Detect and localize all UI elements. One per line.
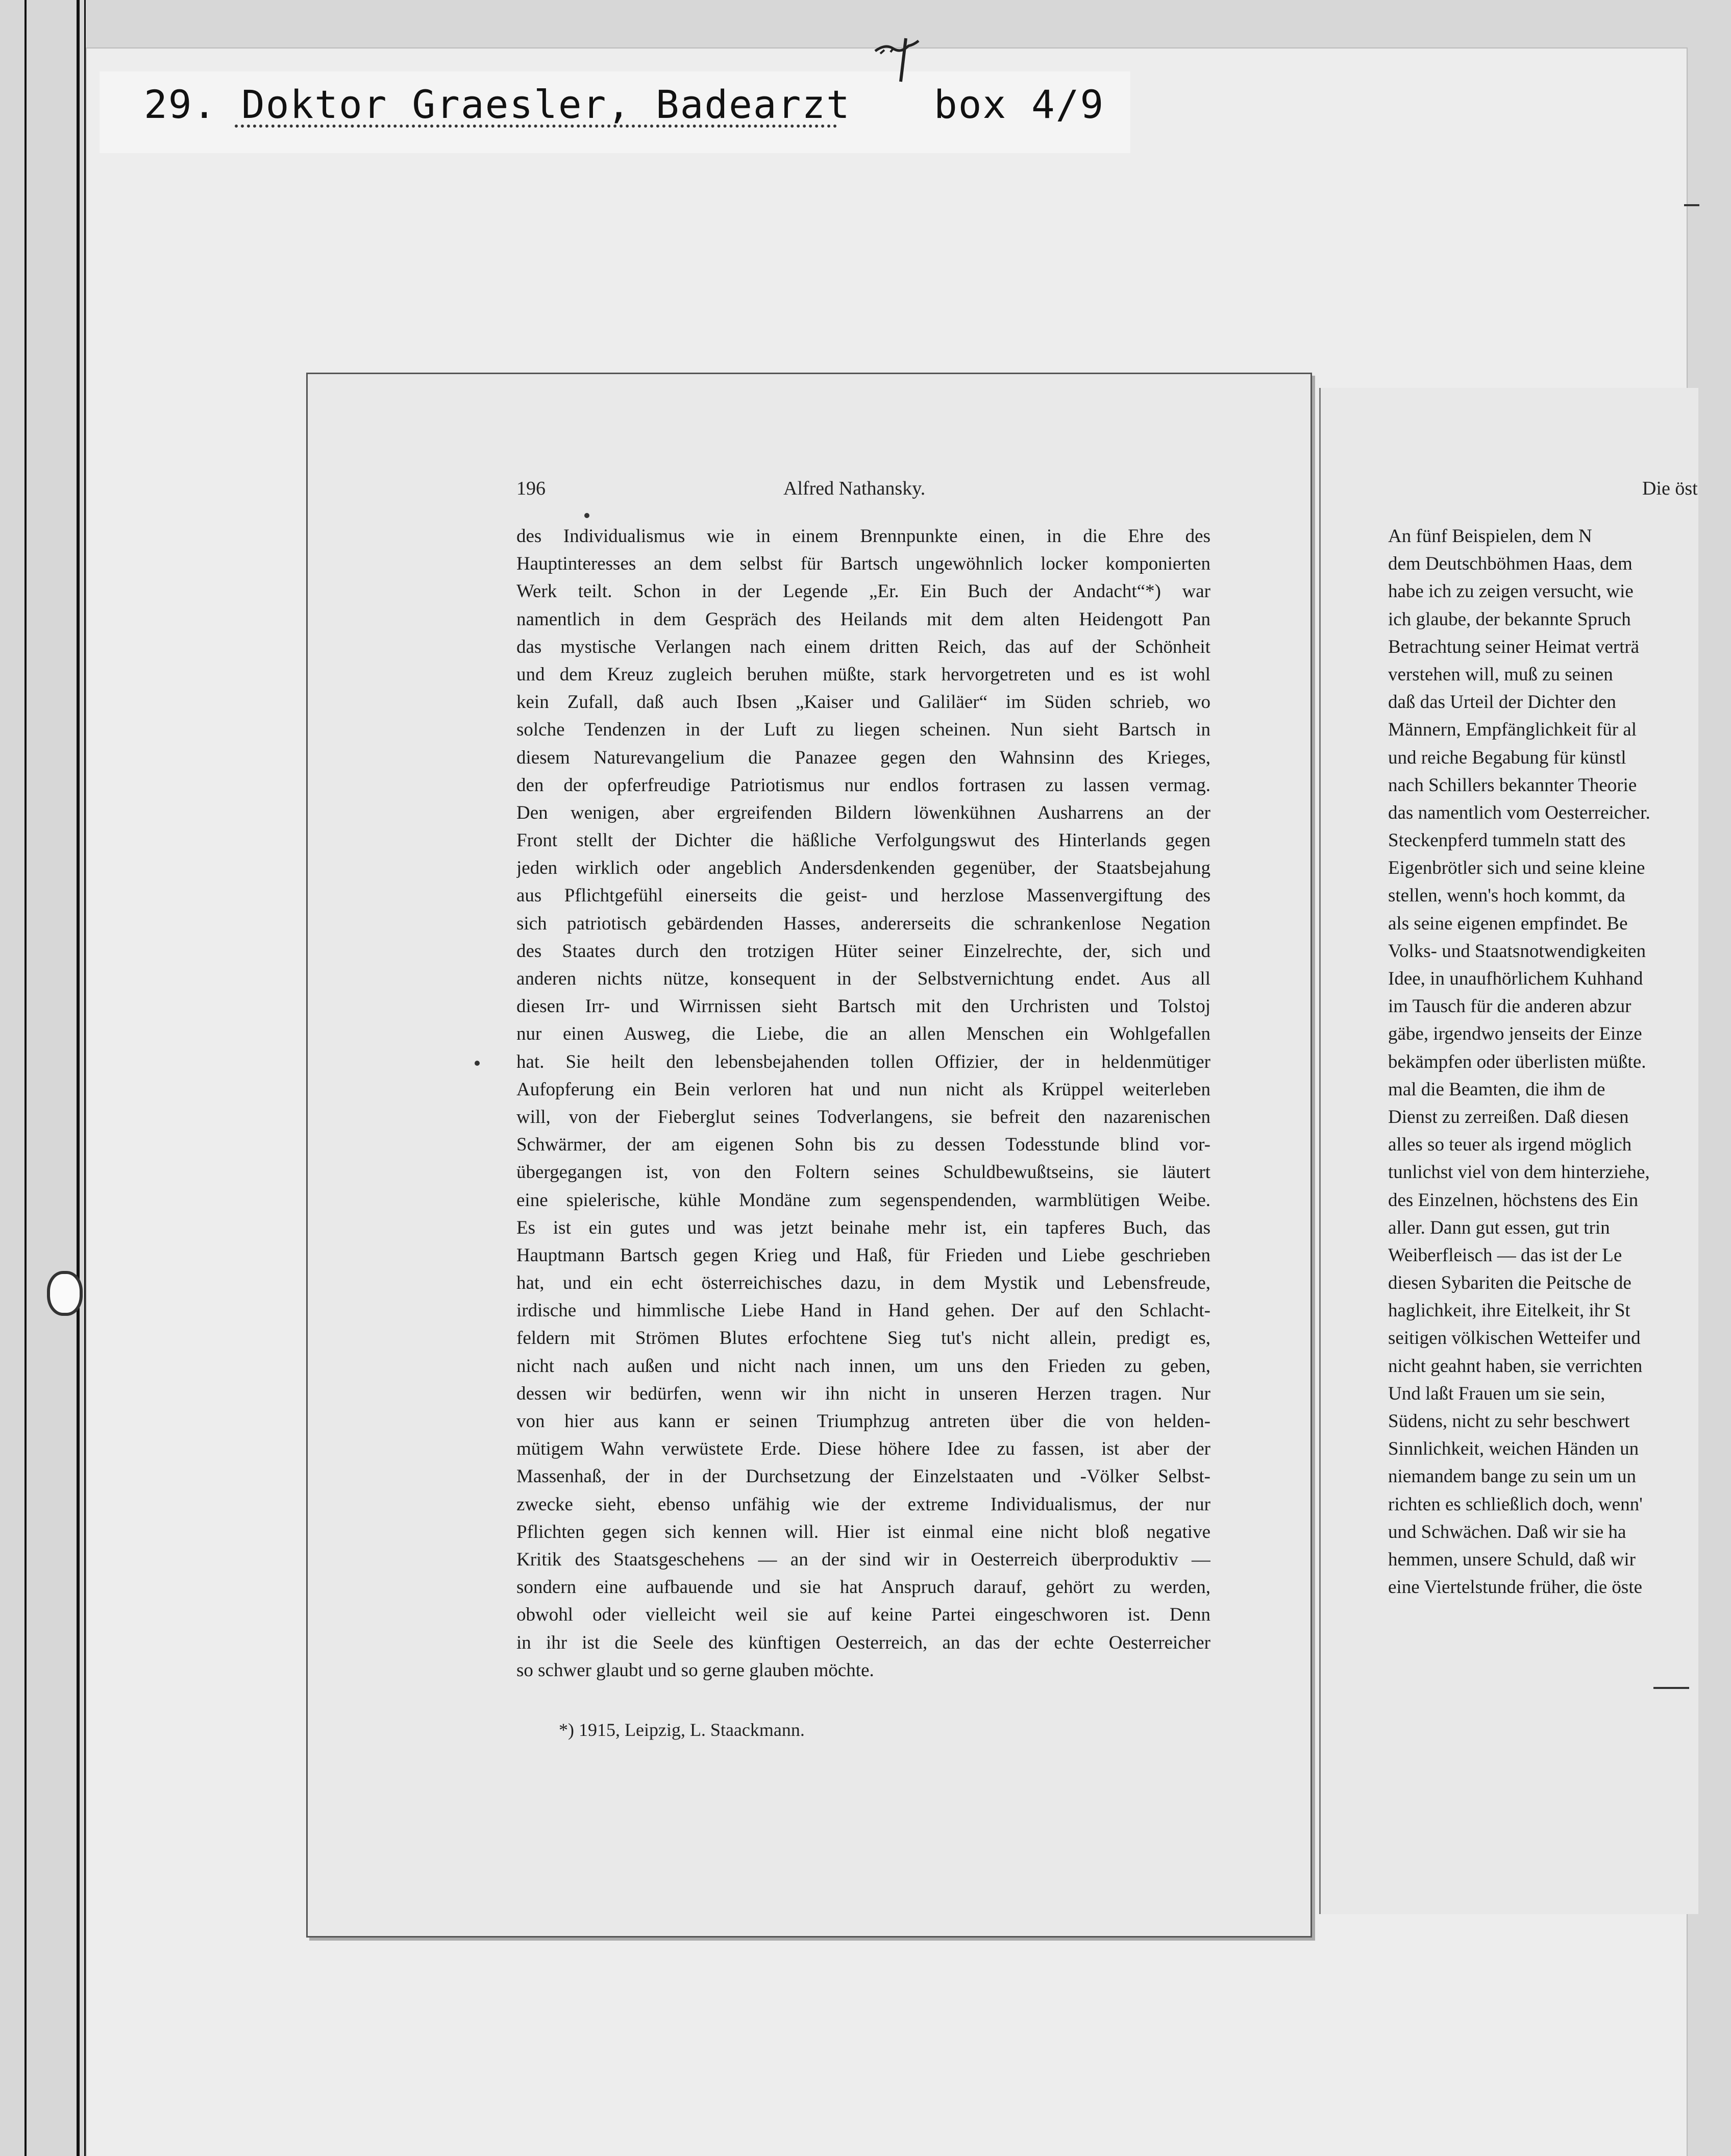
text-line: jeden wirklich oder angeblich Andersdenkenden gegenüber, der Staatsbejahung [516,857,1210,879]
text-line: Volks- und Staatsnotwendigkeiten [1388,940,1646,962]
text-line: solche Tendenzen in der Luft zu liegen scheinen. Nun sieht Bartsch in [516,719,1210,741]
text-line: diesem Naturevangelium die Panazee gegen den Wahnsinn des Krieges, [516,747,1210,768]
text-line: alles so teuer als irgend möglich [1388,1134,1632,1156]
text-line: aus Pflichtgefühl einerseits die geist- und herzlose Massenvergiftung des [516,885,1210,906]
text-line: Massenhaß, der in der Durchsetzung der Einzelstaaten und -Völker Selbst- [516,1466,1210,1487]
text-line: das mystische Verlangen nach einem dritten Reich, das auf der Schönheit [516,636,1210,657]
text-line: irdische und himmlische Liebe Hand in Hand gehen. Der auf den Schlacht- [516,1300,1210,1321]
text-line: als seine eigenen empfindet. Be [1388,913,1628,934]
text-line: seitigen völkischen Wetteifer und [1388,1328,1641,1349]
film-edge-line-3 [84,0,86,2156]
text-line: Und laßt Frauen um sie sein, [1388,1383,1605,1404]
text-line: nur einen Ausweg, die Liebe, die an allen Menschen ein Wohlgefallen [516,1023,1210,1045]
text-line: Den wenigen, aber ergreifenden Bildern löwenkühnen Ausharrens an der [516,802,1210,823]
text-line: Hauptinteresses an dem selbst für Bartsch ungewöhnlich locker komponierten [516,553,1210,575]
text-line: eine spielerische, kühle Mondäne zum segenspendenden, warmblütigen Weibe. [516,1189,1210,1211]
text-line: feldern mit Strömen Blutes erfochtene Sieg tut's nicht allein, predigt es, [516,1328,1210,1349]
text-line: Betrachtung seiner Heimat verträ [1388,636,1640,657]
text-line: Südens, nicht zu sehr beschwert [1388,1411,1630,1432]
text-line: des Individualismus wie in einem Brennpunkte einen, in die Ehre des [516,526,1210,547]
text-line: haglichkeit, ihre Eitelkeit, ihr St [1388,1300,1630,1321]
text-line: hat. Sie heilt den lebensbejahenden tollen Offizier, der in heldenmütiger [516,1051,1210,1072]
film-edge-line-1 [24,0,27,2156]
text-line: Werk teilt. Schon in der Legende „Er. Ein Buch der Andacht“*) war [516,581,1210,602]
text-line: dem Deutschböhmen Haas, dem [1388,553,1633,575]
text-line: obwohl oder vielleicht weil sie auf keine Partei eingeschworen ist. Denn [516,1604,1210,1626]
text-line: sich patriotisch gebärdenden Hasses, andererseits die schrankenlose Negation [516,913,1210,934]
text-line: nicht nach außen und nicht nach innen, um uns den Frieden zu geben, [516,1355,1210,1377]
text-line: will, von der Fieberglut seines Todverlangens, sie befreit den nazarenischen [516,1106,1210,1128]
text-line: in ihr ist die Seele des künftigen Oesterreich, an das der echte Oesterreicher [516,1632,1210,1653]
text-line: sondern eine aufbauende und sie hat Anspruch darauf, gehört zu werden, [516,1577,1210,1598]
text-line: Kritik des Staatsgeschehens — an der sind wir in Oesterreich überproduktiv — [516,1549,1210,1570]
edge-mark [1653,1687,1689,1689]
text-line: Schwärmer, der am eigenen Sohn bis zu dessen Todesstunde blind vor- [516,1134,1210,1156]
running-head: Alfred Nathansky. [783,478,926,499]
text-line: diesen Sybariten die Peitsche de [1388,1272,1631,1294]
text-line: kein Zufall, daß auch Ibsen „Kaiser und Galiläer“ im Süden schrieb, wo [516,692,1210,713]
text-line: verstehen will, muß zu seinen [1388,664,1613,685]
text-line: namentlich in dem Gespräch des Heilands mit dem alten Heidengott Pan [516,608,1210,630]
text-line: Eigenbrötler sich und seine kleine [1388,857,1645,879]
text-line: des Einzelnen, höchstens des Ein [1388,1189,1639,1211]
text-line: Steckenpferd tummeln statt des [1388,830,1626,851]
archive-label-title: 29. Doktor Graesler, Badearzt [144,82,851,127]
right-running-head: Die öst [1642,478,1698,499]
text-line: gäbe, irgendwo jenseits der Einze [1388,1023,1642,1045]
text-line: übergegangen ist, von den Foltern seines Schuldbewußtseins, sie läutert [516,1162,1210,1183]
text-line: Hauptmann Bartsch gegen Krieg und Haß, für Frieden und Liebe geschrieben [516,1244,1210,1266]
text-line: anderen nichts nütze, konsequent in der Selbstvernichtung endet. Aus all [516,968,1210,989]
text-line: das namentlich vom Oesterreicher. [1388,802,1650,823]
footnote: *) 1915, Leipzig, L. Staackmann. [559,1720,805,1740]
text-line: bekämpfen oder überlisten müßte. [1388,1051,1646,1072]
text-line: hemmen, unsere Schuld, daß wir [1388,1549,1636,1570]
text-line: daß das Urteil der Dichter den [1388,692,1616,713]
text-line: Weiberfleisch — das ist der Le [1388,1244,1622,1266]
text-line: eine Viertelstunde früher, die öste [1388,1577,1643,1598]
text-line: nach Schillers bekannter Theorie [1388,774,1637,796]
page-number: 196 [516,478,546,499]
text-line: und Schwächen. Daß wir sie ha [1388,1521,1626,1542]
text-line: Dienst zu zerreißen. Daß diesen [1388,1106,1629,1128]
text-line: im Tausch für die anderen abzur [1388,996,1631,1017]
text-line: stellen, wenn's hoch kommt, da [1388,885,1625,906]
text-line: Aufopferung ein Bein verloren hat und nun nicht als Krüppel weiterleben [516,1079,1210,1100]
text-line: und reiche Begabung für künstl [1388,747,1626,768]
film-edge-line-2 [77,0,80,2156]
text-line: mütigem Wahn verwüstete Erde. Diese höhere Idee zu fassen, ist aber der [516,1438,1210,1460]
text-line: diesen Irr- und Wirrnissen sieht Bartsch mit den Urchristen und Tolstoj [516,996,1210,1017]
punch-hole [47,1271,83,1316]
text-line: An fünf Beispielen, dem N [1388,526,1592,547]
text-line: richten es schließlich doch, wenn' [1388,1493,1643,1515]
text-line: aller. Dann gut essen, gut trin [1388,1217,1610,1238]
speck [475,1061,480,1066]
speck [584,513,589,518]
text-line: nicht geahnt haben, sie verrichten [1388,1355,1643,1377]
text-line: dessen wir bedürfen, wenn wir ihn nicht in unseren Herzen tragen. Nur [516,1383,1210,1404]
text-line: Männern, Empfänglichkeit für al [1388,719,1637,741]
archive-box-number: box 4/9 [934,82,1105,127]
text-line: den der opferfreudige Patriotismus nur endlos fortrasen zu lassen vermag. [516,774,1210,796]
text-line: ich glaube, der bekannte Spruch [1388,608,1631,630]
text-line: so schwer glaubt und so gerne glauben möchte. [516,1659,874,1681]
text-line: Pflichten gegen sich kennen will. Hier ist einmal eine nicht bloß negative [516,1521,1210,1542]
right-text-block [1388,523,1704,1601]
main-text-block [516,523,1210,1684]
text-line: habe ich zu zeigen versucht, wie [1388,581,1634,602]
text-line: des Staates durch den trotzigen Hüter seiner Einzelrechte, der, sich und [516,940,1210,962]
text-line: Sinnlichkeit, weichen Händen un [1388,1438,1639,1460]
text-line: zwecke sieht, ebenso unfähig wie der extreme Individualismus, der nur [516,1493,1210,1515]
handwritten-mark [870,31,926,87]
label-underline [235,125,837,128]
text-line: mal die Beamten, die ihm de [1388,1079,1605,1100]
text-line: Idee, in unaufhörlichem Kuhhand [1388,968,1643,989]
text-line: hat, und ein echt österreichisches dazu, in dem Mystik und Lebensfreude, [516,1272,1210,1294]
text-line: tunlichst viel von dem hinterziehe, [1388,1162,1650,1183]
text-line: niemandem bange zu sein um un [1388,1466,1637,1487]
text-line: von hier aus kann er seinen Triumphzug antreten über die von helden- [516,1411,1210,1432]
text-line: Es ist ein gutes und was jetzt beinahe mehr ist, ein tapferes Buch, das [516,1217,1210,1238]
text-line: und dem Kreuz zugleich beruhen müßte, stark hervorgetreten und es ist wohl [516,664,1210,685]
text-line: Front stellt der Dichter die häßliche Verfolgungswut des Hinterlands gegen [516,830,1210,851]
edge-mark [1684,204,1699,206]
